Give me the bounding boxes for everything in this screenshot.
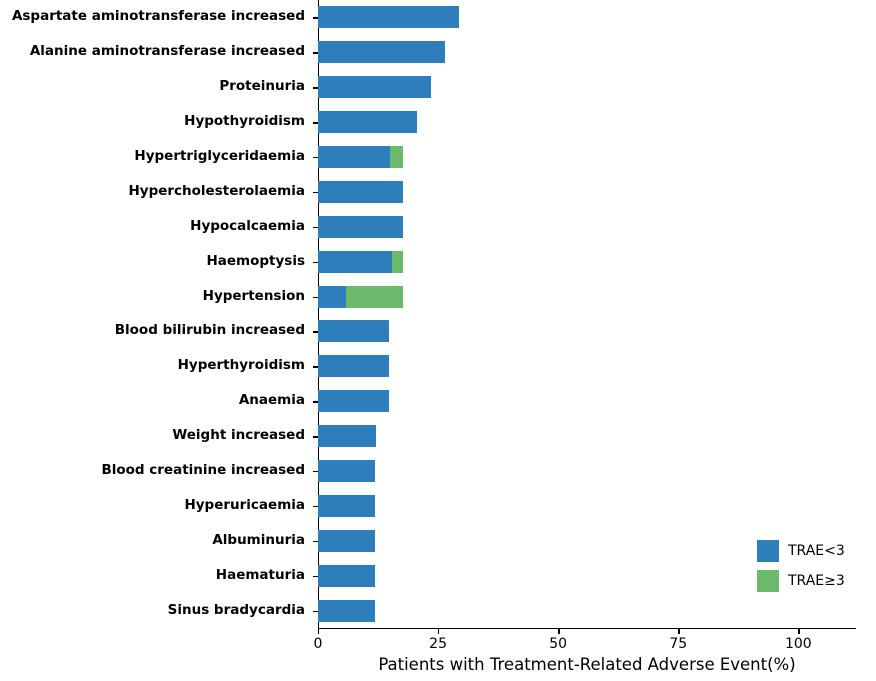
y-axis-tick bbox=[313, 366, 318, 367]
bar-segment bbox=[318, 320, 389, 342]
bar-segment bbox=[318, 146, 390, 168]
x-axis-tick bbox=[438, 629, 439, 634]
y-axis-tick bbox=[313, 541, 318, 542]
y-axis-tick bbox=[313, 87, 318, 88]
plot-area bbox=[318, 0, 856, 628]
bar-row bbox=[318, 425, 856, 447]
y-axis-tick-label: Haemoptysis bbox=[206, 252, 305, 269]
legend-item bbox=[757, 536, 845, 566]
bar-row bbox=[318, 460, 856, 482]
legend-swatch bbox=[757, 540, 779, 562]
x-axis-tick-label: 0 bbox=[313, 636, 323, 652]
bar-row bbox=[318, 251, 856, 273]
legend-label: TRAE≥3 bbox=[788, 573, 845, 589]
y-axis-tick bbox=[313, 157, 318, 158]
y-axis-tick-label: Proteinuria bbox=[219, 78, 305, 95]
x-axis-tick-label: 100 bbox=[784, 636, 812, 652]
y-axis-tick-label: Albuminuria bbox=[212, 531, 305, 548]
y-axis-tick-label: Aspartate aminotransferase increased bbox=[11, 8, 305, 25]
y-axis-tick bbox=[313, 436, 318, 437]
bar-row bbox=[318, 320, 856, 342]
y-axis-tick-label: Blood creatinine increased bbox=[101, 462, 305, 478]
bar-segment bbox=[346, 286, 402, 308]
y-axis-tick bbox=[313, 506, 318, 507]
y-axis-tick-label: Sinus bradycardia bbox=[167, 601, 305, 618]
bar-segment bbox=[318, 76, 431, 98]
bar-row bbox=[318, 146, 856, 168]
bar-segment bbox=[318, 41, 445, 63]
y-axis-tick bbox=[313, 52, 318, 53]
bar-segment bbox=[318, 251, 392, 273]
bar-segment bbox=[318, 286, 346, 308]
bar-row bbox=[318, 181, 856, 203]
y-axis-tick-label: Hypercholesterolaemia bbox=[128, 182, 305, 199]
x-axis-tick bbox=[678, 629, 679, 634]
y-axis-tick-label: Hypertension bbox=[202, 287, 305, 304]
x-axis-title: Patients with Treatment-Related Adverse Event(%) bbox=[378, 655, 796, 674]
y-axis-tick-label: Hypertriglyceridaemia bbox=[134, 148, 305, 164]
y-axis-tick bbox=[313, 471, 318, 472]
y-axis-tick bbox=[313, 192, 318, 193]
bar-row bbox=[318, 6, 856, 28]
y-axis-tick bbox=[313, 17, 318, 18]
bar-segment bbox=[318, 390, 389, 412]
y-axis-tick bbox=[313, 297, 318, 298]
y-axis-tick-label: Anaemia bbox=[238, 392, 305, 409]
y-axis-tick-label: Hyperuricaemia bbox=[184, 496, 305, 513]
y-axis-tick bbox=[313, 401, 318, 402]
bar-segment bbox=[318, 565, 375, 587]
bar-segment bbox=[318, 530, 375, 552]
y-axis-tick bbox=[313, 331, 318, 332]
y-axis-tick-label: Hypothyroidism bbox=[184, 113, 305, 130]
y-axis-tick bbox=[313, 262, 318, 263]
x-axis-tick-label: 25 bbox=[429, 636, 447, 652]
y-axis-tick bbox=[313, 122, 318, 123]
bar-row bbox=[318, 41, 856, 63]
bar-segment bbox=[390, 146, 402, 168]
y-axis-tick-label: Blood bilirubin increased bbox=[114, 322, 305, 339]
bar-row bbox=[318, 216, 856, 238]
y-axis-tick-label: Alanine aminotransferase increased bbox=[29, 43, 305, 60]
y-axis-tick-label: Weight increased bbox=[172, 427, 305, 444]
legend-swatch bbox=[757, 570, 779, 592]
x-axis-tick-label: 50 bbox=[549, 636, 568, 652]
bar-row bbox=[318, 355, 856, 377]
x-axis-line bbox=[318, 628, 856, 629]
bar-row bbox=[318, 111, 856, 133]
bar-segment bbox=[318, 495, 375, 517]
x-axis-tick bbox=[558, 629, 559, 634]
bar-segment bbox=[318, 600, 375, 622]
y-axis-tick bbox=[313, 576, 318, 577]
bar-row bbox=[318, 286, 856, 308]
bar-segment bbox=[318, 181, 403, 203]
y-axis-tick bbox=[313, 611, 318, 612]
legend-item bbox=[757, 566, 845, 596]
bar-segment bbox=[318, 216, 403, 238]
x-axis-tick bbox=[798, 629, 799, 634]
bar-row bbox=[318, 76, 856, 98]
x-axis-tick-label: 75 bbox=[669, 636, 688, 652]
x-axis-tick bbox=[318, 629, 319, 634]
bar-row bbox=[318, 495, 856, 517]
bar-row bbox=[318, 600, 856, 622]
bar-segment bbox=[318, 111, 417, 133]
y-axis-tick-label: Haematuria bbox=[215, 566, 305, 583]
bar-segment bbox=[318, 355, 389, 377]
y-axis-tick-label: Hypocalcaemia bbox=[190, 217, 305, 234]
y-axis-tick-label: Hyperthyroidism bbox=[177, 357, 305, 374]
legend bbox=[757, 536, 845, 596]
bar-row bbox=[318, 390, 856, 412]
legend-label: TRAE<3 bbox=[788, 543, 845, 559]
y-axis-tick bbox=[313, 227, 318, 228]
bar-segment bbox=[392, 251, 402, 273]
bar-segment bbox=[318, 6, 459, 28]
bar-segment bbox=[318, 460, 375, 482]
bar-segment bbox=[318, 425, 376, 447]
